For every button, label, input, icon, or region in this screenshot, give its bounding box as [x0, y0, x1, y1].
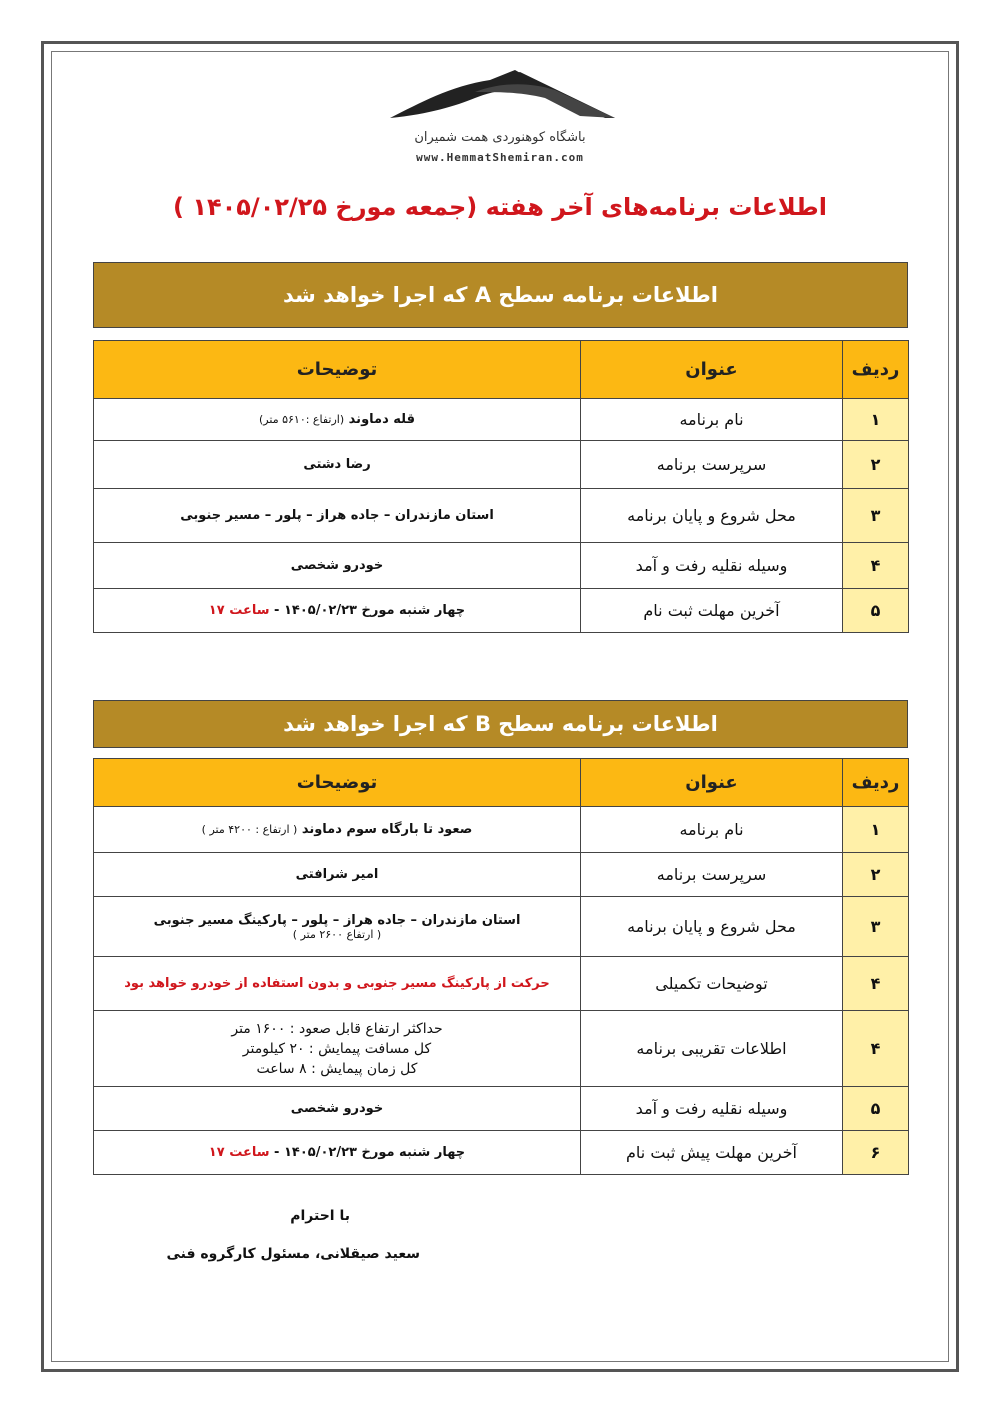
- club-logo: [370, 68, 630, 168]
- deadline-time: ساعت ۱۷: [208, 603, 270, 618]
- table-row: [94, 1131, 909, 1175]
- row-num: ۱: [843, 399, 909, 441]
- row-desc: امیر شرافتی: [94, 853, 581, 897]
- row-title: آخرین مهلت پیش ثبت نام: [581, 1131, 843, 1175]
- row-num: ۳: [843, 897, 909, 957]
- table-row: [94, 543, 909, 589]
- info-line: حداکثر ارتفاع قابل صعود : ۱۶۰۰ متر: [231, 1020, 443, 1037]
- row-title: سرپرست برنامه: [581, 441, 843, 489]
- section-b-band: اطلاعات برنامه سطح B که اجرا خواهد شد: [93, 700, 908, 748]
- row-num: ۵: [843, 589, 909, 633]
- row-desc-highlight: حرکت از پارکینگ مسیر جنوبی و بدون استفاده از خودرو خواهد بود: [94, 957, 581, 1011]
- row-num: ۲: [843, 853, 909, 897]
- row-title: محل شروع و پایان برنامه: [581, 489, 843, 543]
- row-num: ۵: [843, 1087, 909, 1131]
- desc-note: (ارتفاع :۵۶۱۰ متر): [259, 413, 345, 426]
- row-num: ۱: [843, 807, 909, 853]
- row-title: توضیحات تکمیلی: [581, 957, 843, 1011]
- club-url: www.HemmatShemiran.com: [416, 151, 584, 164]
- row-num: ۴: [843, 1011, 909, 1087]
- row-num: ۲: [843, 441, 909, 489]
- header-num: ردیف: [843, 341, 909, 399]
- section-a-band: اطلاعات برنامه سطح A که اجرا خواهد شد: [93, 262, 908, 328]
- section-b-table: [93, 758, 909, 1175]
- row-title: وسیله نقلیه رفت و آمد: [581, 1087, 843, 1131]
- row-title: محل شروع و پایان برنامه: [581, 897, 843, 957]
- desc-text: قله دماوند: [348, 412, 415, 427]
- row-desc: [94, 1011, 581, 1087]
- mountain-logo-icon: [380, 68, 620, 128]
- deadline-date: چهار شنبه مورخ ۱۴۰۵/۰۲/۲۳ -: [274, 1145, 466, 1160]
- deadline-time: ساعت ۱۷: [208, 1145, 270, 1160]
- row-title: آخرین مهلت ثبت نام: [581, 589, 843, 633]
- row-title: نام برنامه: [581, 807, 843, 853]
- signature-text: سعید صیقلانی، مسئول کارگروه فنی: [166, 1246, 420, 1262]
- desc-note: ( ارتفاع ۲۶۰۰ متر ): [292, 927, 382, 941]
- info-line: کل مسافت پیمایش : ۲۰ کیلومتر: [242, 1040, 432, 1057]
- row-desc: استان مازندران – جاده هراز – پلور – مسیر جنوبی: [94, 489, 581, 543]
- desc-note: ( ارتفاع : ۴۲۰۰ متر ): [201, 823, 298, 836]
- header-desc: توضیحات: [94, 341, 581, 399]
- header-title: عنوان: [581, 759, 843, 807]
- desc-text: استان مازندران – جاده هراز – پلور – پارکینگ مسیر جنوبی: [153, 912, 521, 928]
- table-row: [94, 1011, 909, 1087]
- table-row: [94, 1087, 909, 1131]
- desc-text: صعود تا بارگاه سوم دماوند: [301, 822, 473, 837]
- row-desc: [94, 589, 581, 633]
- table-row: [94, 399, 909, 441]
- row-desc: [94, 399, 581, 441]
- row-num: ۴: [843, 543, 909, 589]
- table-row: [94, 489, 909, 543]
- row-desc: [94, 1131, 581, 1175]
- table-header-row: [94, 341, 909, 399]
- club-name: باشگاه کوهنوردی همت شمیران: [414, 130, 586, 145]
- info-line: کل زمان پیمایش : ۸ ساعت: [256, 1060, 418, 1077]
- row-title: سرپرست برنامه: [581, 853, 843, 897]
- header-title: عنوان: [581, 341, 843, 399]
- deadline-date: چهار شنبه مورخ ۱۴۰۵/۰۲/۲۳ -: [274, 603, 466, 618]
- section-a-table: [93, 340, 909, 633]
- table-row: [94, 589, 909, 633]
- header-num: ردیف: [843, 759, 909, 807]
- table-row: [94, 897, 909, 957]
- row-desc: خودرو شخصی: [94, 543, 581, 589]
- header-desc: توضیحات: [94, 759, 581, 807]
- table-row: [94, 853, 909, 897]
- row-desc: [94, 807, 581, 853]
- table-row: [94, 807, 909, 853]
- table-header-row: [94, 759, 909, 807]
- page-title: اطلاعات برنامه‌های آخر هفته (جمعه مورخ ۱۴۰۵/۰۲/۲۵ ): [173, 193, 827, 221]
- row-desc: خودرو شخصی: [94, 1087, 581, 1131]
- table-row: [94, 441, 909, 489]
- row-title: وسیله نقلیه رفت و آمد: [581, 543, 843, 589]
- row-title: نام برنامه: [581, 399, 843, 441]
- row-num: ۴: [843, 957, 909, 1011]
- row-num: ۶: [843, 1131, 909, 1175]
- row-desc: [94, 897, 581, 957]
- table-row: [94, 957, 909, 1011]
- row-desc: رضا دشتی: [94, 441, 581, 489]
- row-title: اطلاعات تقریبی برنامه: [581, 1011, 843, 1087]
- closing-text: با احترام: [290, 1208, 350, 1224]
- row-num: ۳: [843, 489, 909, 543]
